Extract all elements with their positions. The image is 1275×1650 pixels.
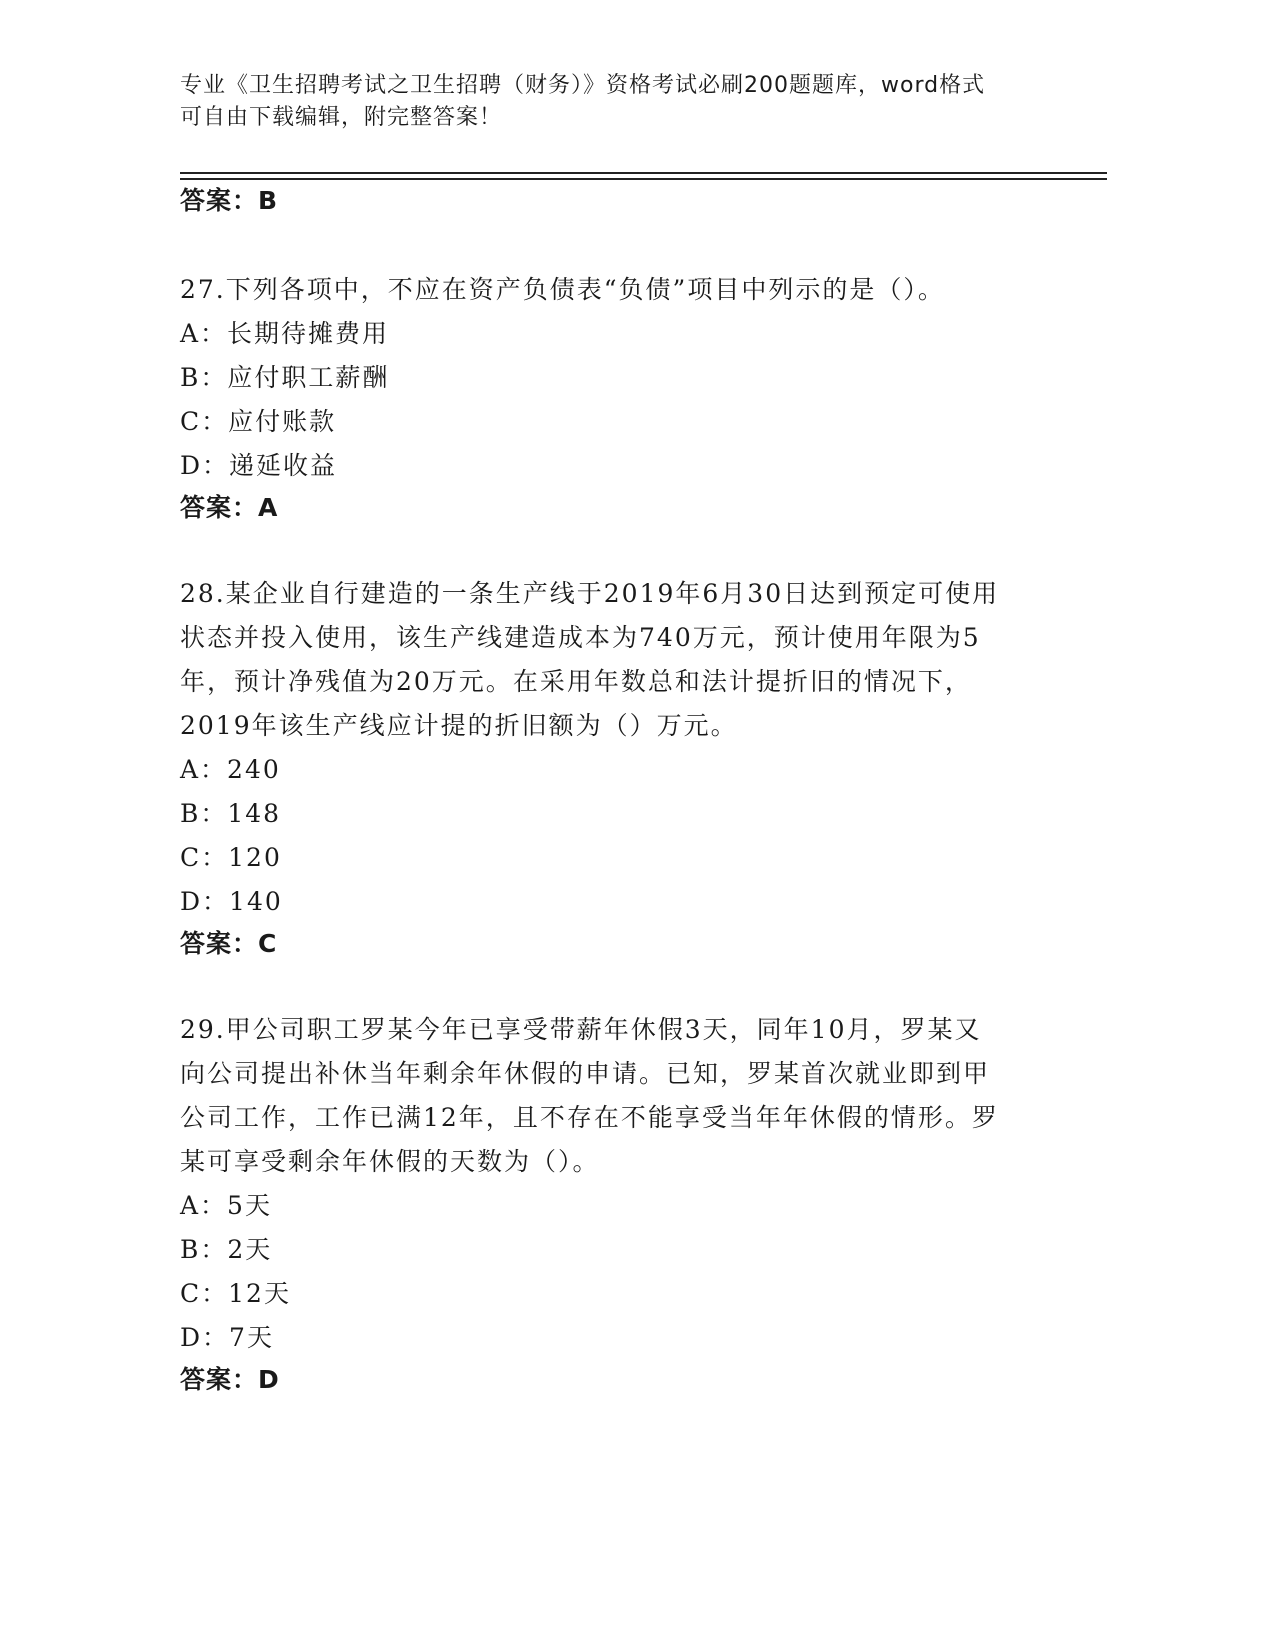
question-28 [180, 572, 1060, 962]
option-list [180, 748, 1060, 924]
header-line-1: 专业《卫生招聘考试之卫生招聘（财务）》资格考试必刷200题题库，word格式 [180, 73, 986, 98]
document-header [180, 70, 1060, 134]
question-stem-line: 某可享受剩余年休假的天数为（）。 [180, 1147, 600, 1176]
answer: 答案：C [180, 929, 278, 958]
option-list [180, 312, 1060, 488]
answer: 答案：A [180, 493, 279, 522]
option-c: C：应付账款 [180, 407, 337, 436]
question-stem-line: 年，预计净残值为20万元。在采用年数总和法计提折旧的情况下， [180, 667, 972, 696]
question-stem-line: 29.甲公司职工罗某今年已享受带薪年休假3天，同年10月，罗某又 [180, 1015, 982, 1044]
answer: 答案：D [180, 1365, 280, 1394]
option-a: A：5天 [180, 1191, 272, 1220]
option-list [180, 1184, 1060, 1360]
option-d: D：递延收益 [180, 451, 338, 480]
header-divider-bottom [180, 178, 1107, 180]
header-line-2: 可自由下载编辑，附完整答案！ [180, 105, 503, 130]
question-27 [180, 268, 1060, 526]
header-divider-top [180, 172, 1107, 174]
option-d: D：7天 [180, 1323, 274, 1352]
question-stem [180, 1008, 1060, 1184]
option-c: C：12天 [180, 1279, 291, 1308]
question-stem-line: 公司工作，工作已满12年，且不存在不能享受当年年休假的情形。罗 [180, 1103, 999, 1132]
previous-answer: 答案：B [180, 186, 279, 215]
question-stem-line: 状态并投入使用，该生产线建造成本为740万元，预计使用年限为5 [180, 623, 981, 652]
question-stem-line: 28.某企业自行建造的一条生产线于2019年6月30日达到预定可使用 [180, 579, 1000, 608]
option-a: A：长期待摊费用 [180, 319, 390, 348]
option-b: B：2天 [180, 1235, 273, 1264]
question-stem-line: 向公司提出补休当年剩余年休假的申请。已知，罗某首次就业即到甲 [180, 1059, 991, 1088]
option-a: A：240 [180, 755, 281, 784]
option-b: B：应付职工薪酬 [180, 363, 390, 392]
option-d: D：140 [180, 887, 283, 916]
option-c: C：120 [180, 843, 282, 872]
question-29 [180, 1008, 1060, 1398]
option-b: B：148 [180, 799, 282, 828]
question-stem-line: 2019年该生产线应计提的折旧额为（）万元。 [180, 711, 738, 740]
question-stem [180, 572, 1060, 748]
question-stem: 27.下列各项中，不应在资产负债表“负债”项目中列示的是（）。 [180, 275, 945, 304]
